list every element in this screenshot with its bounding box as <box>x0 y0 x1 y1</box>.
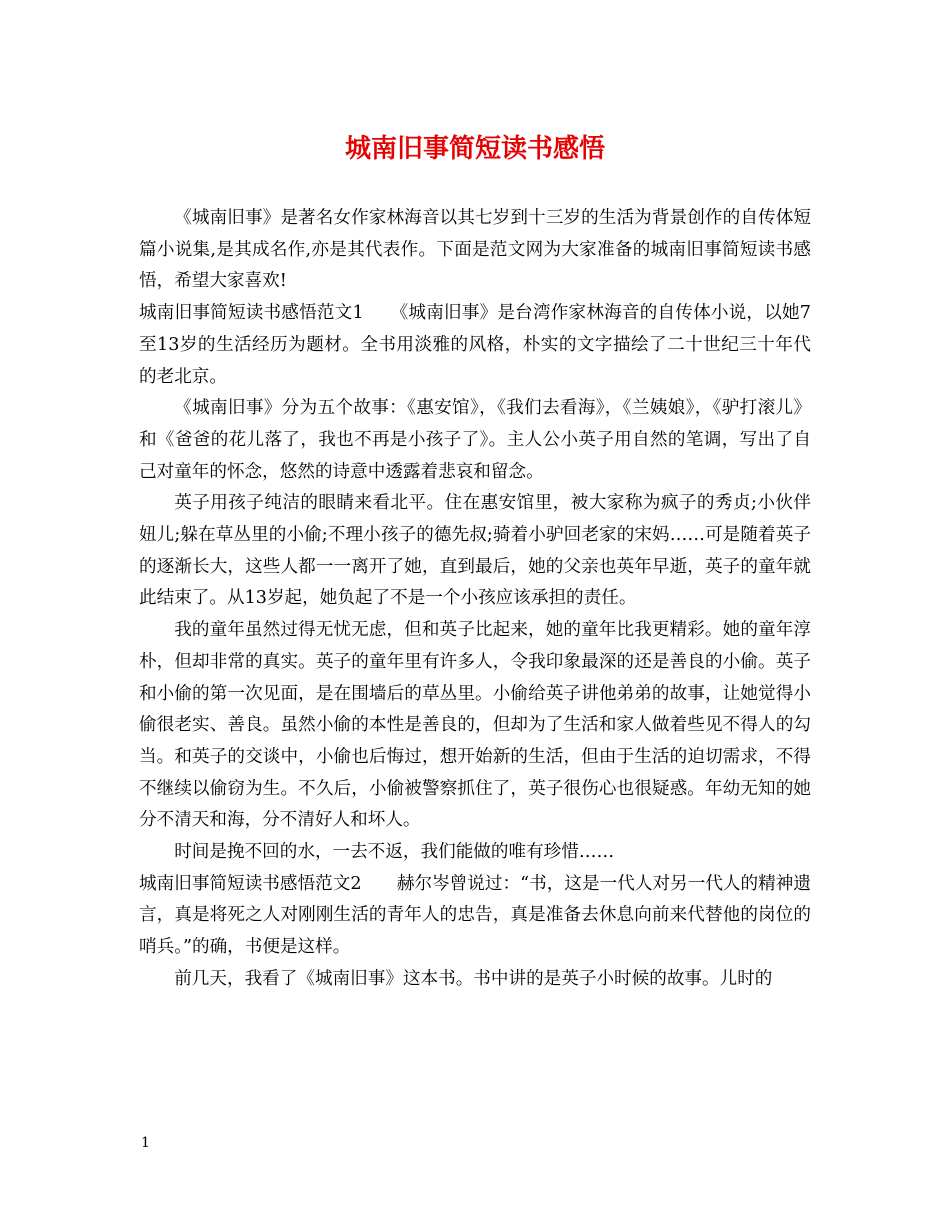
document-title: 城南旧事简短读书感悟 <box>344 134 605 164</box>
document-body <box>139 203 811 996</box>
paragraph-my-childhood: 我的童年虽然过得无忧无虑，但和英子比起来，她的童年比我更精彩。她的童年淳朴，但却非常的真实。英子的童年里有许多人，令我印象最深的还是善良的小偷。英子和小偷的第一次见面，是在围墙后的草丛里。小偷给英子讲他弟弟的故事，让她觉得小偷很老实、善良。虽然小偷的本性是善良的，但却为了生活和家人做着些见不得人的勾当。和英子的交谈中，小偷也后悔过，想开始新的生活，但由于生活的迫切需求，不得不继续以偷窃为生。不久后，小偷被警察抓住了，英子很伤心也很疑惑。年幼无知的她分不清天和海，分不清好人和坏人。 <box>139 620 811 831</box>
paragraph-five-stories: 《城南旧事》分为五个故事：《惠安馆》，《我们去看海》，《兰姨娘》，《驴打滚儿》和《爸爸的花儿落了，我也不再是小孩子了》。主人公小英子用自然的笔调，写出了自己对童年的怀念，悠然的诗意中透露着悲哀和留念。 <box>139 398 811 482</box>
paragraph-time: 时间是挽不回的水，一去不返，我们能做的唯有珍惜…… <box>174 842 615 863</box>
paragraph-sample-1-heading: 城南旧事简短读书感悟范文1 《城南旧事》是台湾作家林海音的自传体小说，以她7至13岁的生活经历为题材。全书用淡雅的风格，朴实的文字描绘了二十世纪三十年代的老北京。 <box>139 303 811 387</box>
paragraph-intro: 《城南旧事》是著名女作家林海音以其七岁到十三岁的生活为背景创作的自传体短篇小说集,是其成名作,亦是其代表作。下面是范文网为大家准备的城南旧事简短读书感悟，希望大家喜欢! <box>139 208 811 292</box>
paragraph-few-days-ago: 前几天，我看了《城南旧事》这本书。书中讲的是英子小时候的故事。儿时的 <box>174 968 773 989</box>
page-number: 1 <box>141 1135 150 1151</box>
paragraph-yingzi-eyes: 英子用孩子纯洁的眼睛来看北平。住在惠安馆里，被大家称为疯子的秀贞;小伙伴妞儿;躲在草丛里的小偷;不理小孩子的德先叔;骑着小驴回老家的宋妈……可是随着英子的逐渐长大，这些人都一一离开了她，直到最后，她的父亲也英年早逝，英子的童年就此结束了。从13岁起，她负起了不是一个小孩应该承担的责任。 <box>139 493 811 609</box>
paragraph-sample-2-heading: 城南旧事简短读书感悟范文2 赫尔岑曾说过：“书，这是一代人对另一代人的精神遗言，真是将死之人对刚刚生活的青年人的忠告，真是准备去休息向前来代替他的岗位的哨兵。”的确，书便是这样。 <box>139 873 811 958</box>
